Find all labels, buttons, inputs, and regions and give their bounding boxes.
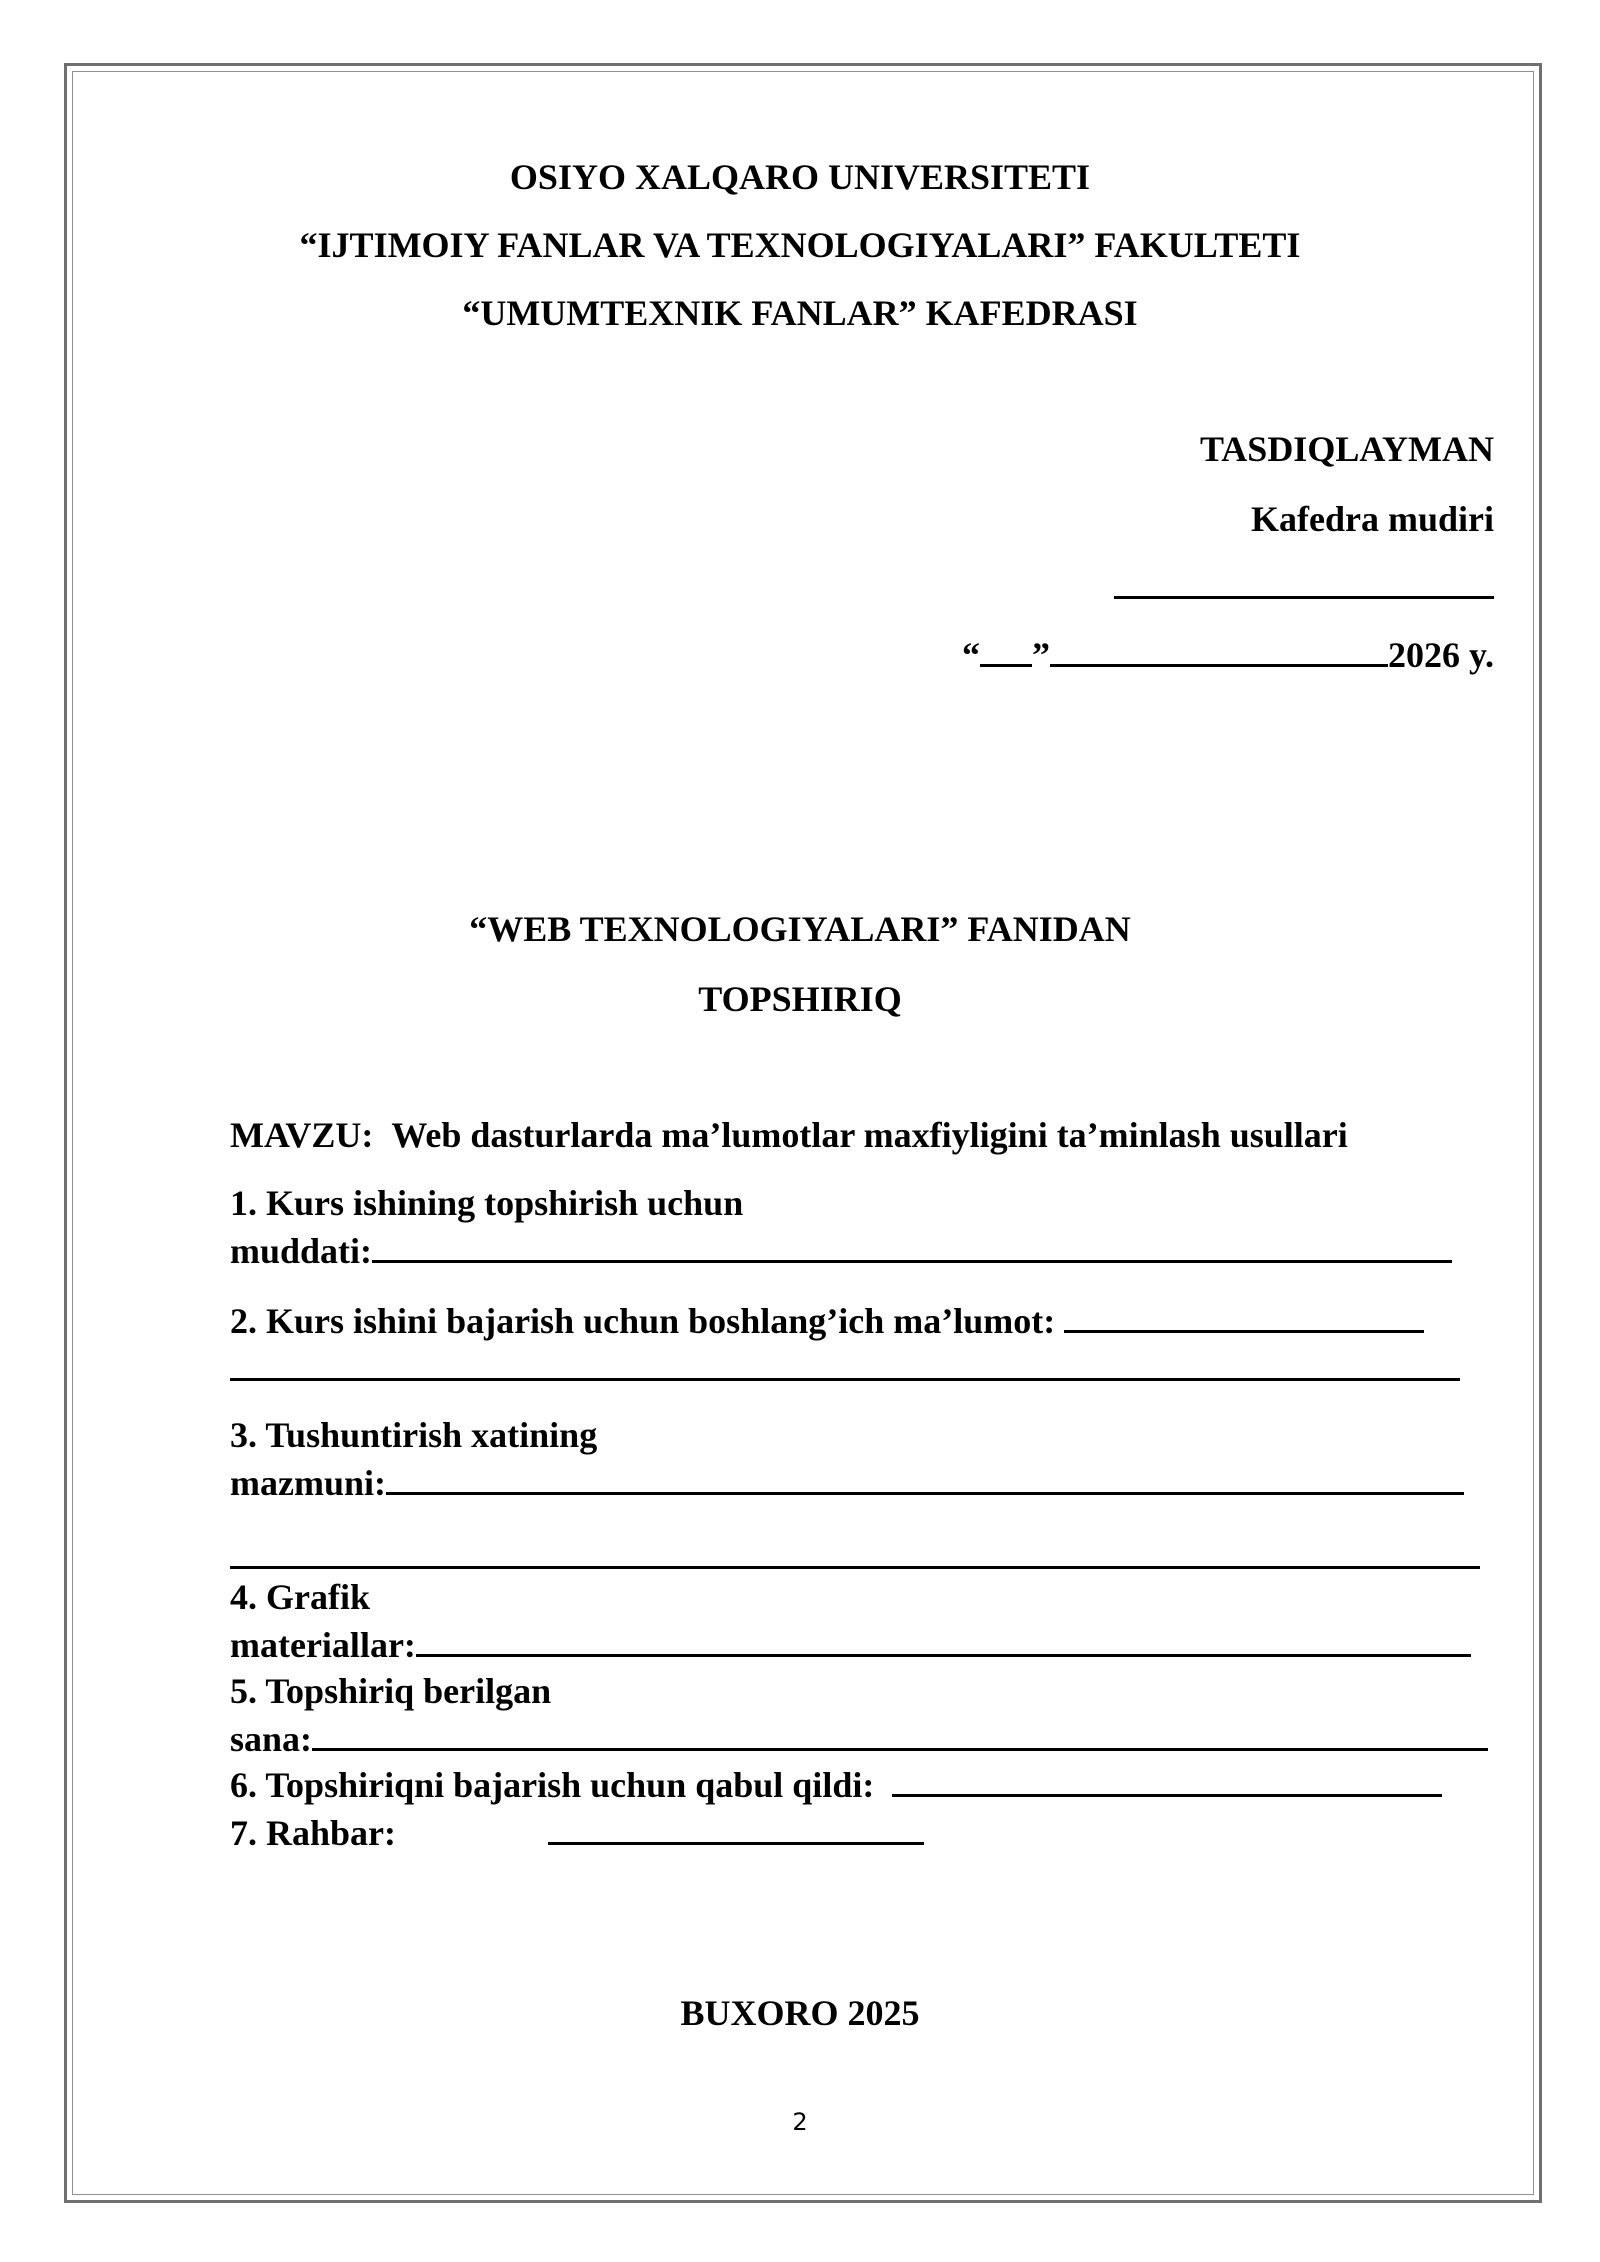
item5-date — [230, 1718, 1488, 1760]
page-number: 2 — [792, 2108, 808, 2136]
item3-continuation — [230, 1536, 1480, 1578]
topic-value: Web dasturlarda ma’lumotlar maxfiyligini ta’minlash usullari — [391, 1115, 1348, 1155]
day-line — [980, 638, 1032, 667]
university-name: OSIYO XALQARO UNIVERSITETI — [509, 157, 1091, 197]
item2-continuation — [230, 1348, 1460, 1390]
item3-line-2 — [230, 1540, 1480, 1569]
item1-deadline-label: muddati: — [230, 1231, 373, 1271]
item4-label: 4. Grafik — [230, 1577, 370, 1617]
item3-content-label: mazmuni: — [230, 1463, 386, 1503]
item4-materials-label: materiallar: — [230, 1625, 416, 1665]
item5-date-line — [312, 1722, 1488, 1751]
city-year: BUXORO 2025 — [680, 1993, 920, 2033]
item7-row — [230, 1812, 924, 1854]
item3-content-line — [386, 1466, 1464, 1495]
item7-label: 7. Rahbar: — [230, 1813, 397, 1853]
item2-line-2 — [230, 1352, 1460, 1381]
month-line — [1050, 638, 1388, 667]
item2-line — [1064, 1304, 1424, 1333]
item6-row — [230, 1764, 1442, 1806]
approval-role: Kafedra mudiri — [1251, 499, 1494, 539]
item1-deadline — [230, 1230, 1452, 1272]
date-close-quote: ” — [1031, 635, 1050, 675]
course-title: “WEB TEXNOLOGIYALARI” FANIDAN — [469, 909, 1131, 949]
item1-label: 1. Kurs ishining topshirish uchun — [230, 1183, 744, 1223]
item7-line — [548, 1816, 924, 1845]
department-name: “UMUMTEXNIK FANLAR” KAFEDRASI — [462, 293, 1138, 333]
document-type: TOPSHIRIQ — [698, 979, 902, 1019]
item5-date-label: sana: — [230, 1719, 313, 1759]
date-open-quote: “ — [961, 635, 980, 675]
signature-line-wrap — [1114, 566, 1494, 608]
signature-line — [1114, 570, 1494, 599]
item4-materials — [230, 1624, 1471, 1666]
item5-label: 5. Topshiriq berilgan — [230, 1671, 552, 1711]
topic-line — [230, 1114, 1348, 1156]
item3-label: 3. Tushuntirish xatining — [230, 1415, 598, 1455]
item2-label: 2. Kurs ishini bajarish uchun boshlang’ich ma’lumot: — [230, 1301, 1056, 1341]
item4-materials-line — [416, 1628, 1471, 1657]
item6-line — [892, 1768, 1442, 1797]
item6-label: 6. Topshiriqni bajarish uchun qabul qildi: — [230, 1765, 875, 1805]
faculty-name: “IJTIMOIY FANLAR VA TEXNOLOGIYALARI” FAKULTETI — [299, 225, 1301, 265]
approval-date — [962, 634, 1494, 676]
item2-row — [230, 1300, 1424, 1342]
approval-title: TASDIQLAYMAN — [1199, 429, 1494, 469]
topic-label: MAVZU: — [230, 1115, 374, 1155]
date-year: 2026 y. — [1387, 635, 1494, 675]
item1-deadline-line — [372, 1234, 1452, 1263]
item3-content — [230, 1462, 1464, 1504]
